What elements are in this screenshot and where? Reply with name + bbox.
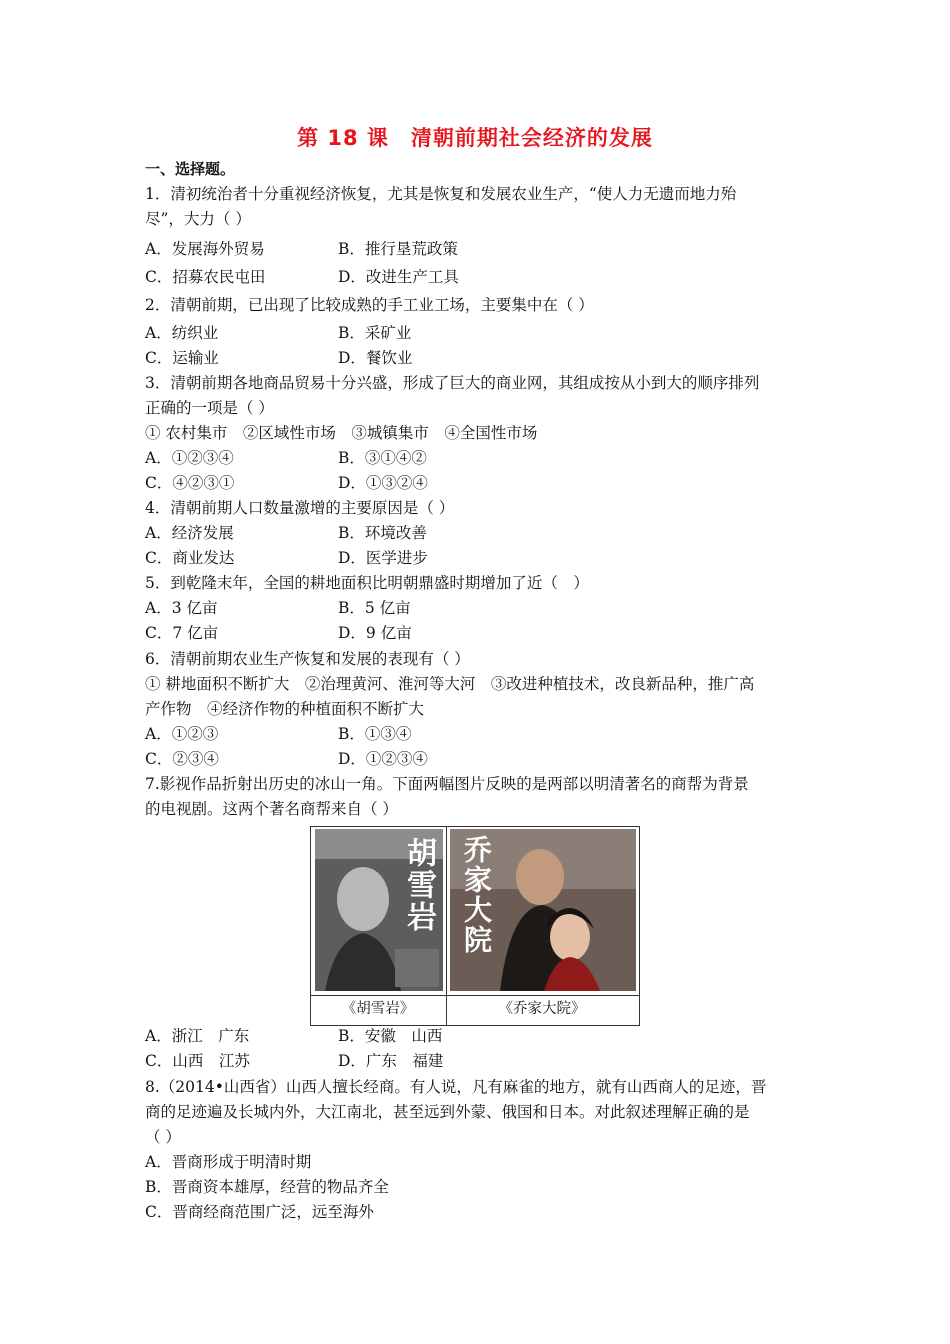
q8-option-b: B．晋商资本雄厚，经营的物品齐全 — [145, 1178, 389, 1196]
question-8-text-cont: 商的足迹遍及长城内外，大江南北，甚至远到外蒙、俄国和日本。对此叙述理解正确的是 — [145, 1103, 750, 1121]
q4-option-a: A．经济发展 — [145, 524, 234, 542]
q7-option-b: B．安徽 山西 — [338, 1027, 443, 1045]
question-8-text: 8.（2014•山西省）山西人擅长经商。有人说，凡有麻雀的地方，就有山西商人的足迹，晋 — [145, 1078, 767, 1096]
q4-option-d: D．医学进步 — [338, 549, 428, 567]
q7-option-c: C．山西 江苏 — [145, 1052, 250, 1070]
question-2-text: 2．清朝前期，已出现了比较成熟的手工业工场，主要集中在（ ） — [145, 296, 594, 314]
question-8-text-cont-2: （ ） — [145, 1128, 181, 1146]
q1-option-c: C．招募农民屯田 — [145, 268, 266, 286]
poster-2-title-text: 乔家大院 — [460, 835, 493, 955]
q8-option-c: C．晋商经商范围广泛，远至海外 — [145, 1203, 374, 1221]
caption-qiao-family: 《乔家大院》 — [498, 1001, 586, 1017]
q2-option-d: D．餐饮业 — [338, 349, 413, 367]
question-1-text: 1．清初统治者十分重视经济恢复，尤其是恢复和发展农业生产，“使人力无遗而地力殆 — [145, 185, 737, 203]
question-6-items-cont: 产作物 ④经济作物的种植面积不断扩大 — [145, 700, 425, 718]
q3-option-d: D．①③②④ — [338, 474, 428, 492]
q8-option-a: A．晋商形成于明清时期 — [145, 1153, 312, 1171]
q6-option-c: C．②③④ — [145, 750, 219, 768]
question-3-text-cont: 正确的一项是（ ） — [145, 399, 274, 417]
q3-option-c: C．④②③① — [145, 474, 235, 492]
q4-option-b: B．环境改善 — [338, 524, 427, 542]
question-5-text: 5．到乾隆末年，全国的耕地面积比明朝鼎盛时期增加了近（ ） — [145, 574, 589, 592]
q1-option-a: A．发展海外贸易 — [145, 240, 265, 258]
question-3-items: ① 农村集市 ②区域性市场 ③城镇集市 ④全国性市场 — [145, 424, 538, 442]
q7-option-d: D．广东 福建 — [338, 1052, 444, 1070]
q4-option-c: C．商业发达 — [145, 549, 235, 567]
question-7-text-cont: 的电视剧。这两个著名商帮来自（ ） — [145, 800, 398, 818]
question-6-items: ① 耕地面积不断扩大 ②治理黄河、淮河等大河 ③改进种植技术，改良新品种，推广高 — [145, 675, 755, 693]
q3-option-b: B．③①④② — [338, 449, 427, 467]
question-3-text: 3．清朝前期各地商品贸易十分兴盛，形成了巨大的商业网，其组成按从小到大的顺序排列 — [145, 374, 760, 392]
caption-divider — [311, 995, 639, 996]
question-4-text: 4．清朝前期人口数量激增的主要原因是（ ） — [145, 499, 455, 517]
q3-option-a: A．①②③④ — [145, 449, 234, 467]
question-7-text: 7.影视作品折射出历史的冰山一角。下面两幅图片反映的是两部以明清著名的商帮为背景 — [145, 775, 749, 793]
q5-option-a: A．3 亿亩 — [145, 599, 218, 617]
q2-option-c: C．运输业 — [145, 349, 219, 367]
tv-poster-figure — [310, 826, 640, 1026]
q1-option-d: D．改进生产工具 — [338, 268, 459, 286]
q6-option-a: A．①②③ — [145, 725, 219, 743]
question-6-text: 6．清朝前期农业生产恢复和发展的表现有（ ） — [145, 650, 470, 668]
poster-1-title-text: 胡雪岩 — [401, 837, 436, 933]
q5-option-b: B．5 亿亩 — [338, 599, 411, 617]
poster-qiao-family-image — [450, 829, 636, 991]
q2-option-b: B．采矿业 — [338, 324, 412, 342]
section-heading: 一、选择题。 — [145, 160, 236, 178]
page-title: 第 18 课 清朝前期社会经济的发展 — [297, 126, 653, 150]
q7-option-a: A．浙江 广东 — [145, 1027, 250, 1045]
q2-option-a: A．纺织业 — [145, 324, 219, 342]
poster-hu-xueyan-image — [315, 829, 443, 991]
q1-option-b: B．推行垦荒政策 — [338, 240, 458, 258]
caption-hu-xueyan: 《胡雪岩》 — [341, 1001, 415, 1017]
question-1-text-cont: 尽”，大力（ ） — [145, 210, 251, 228]
q6-option-b: B．①③④ — [338, 725, 412, 743]
q5-option-c: C．7 亿亩 — [145, 624, 219, 642]
q5-option-d: D．9 亿亩 — [338, 624, 412, 642]
q6-option-d: D．①②③④ — [338, 750, 428, 768]
